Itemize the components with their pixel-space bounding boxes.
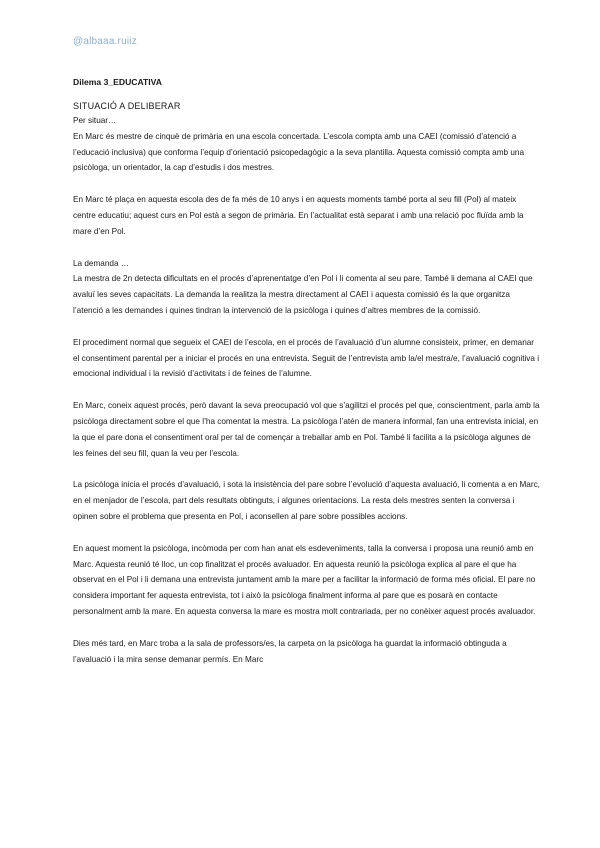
paragraph-1: En Marc és mestre de cinquè de primària en una escola concertada. L’escola compta amb una CAEI (comissió d’atenció a l’educació inclusiva) que conforma l’equip d’orientació psicopedagògic a la seva plantilla. Aquesta comissió compta amb una psicòloga, un orientador, la cap d’estudis i dos mestres. (73, 131, 525, 173)
section-heading: SITUACIÓ A DELIBERAR (73, 101, 181, 111)
paragraph-7: En aquest moment la psicòloga, incòmoda per com han anat els esdeveniments, talla la conversa i proposa una reunió amb en Marc. Aquesta reunió té lloc, un cop finalitzat el procés avaluador. En aquesta reunió la psicòloga explica al pare el que ha observat en el Pol i li demana una entrevista juntament amb la mare per a facilitar la informació de forma més oficial. El pare no considera important fer aquesta entrevista, tot i això la psicòloga finalment informa al pare que es posarà en contacte personalment amb la mare. En aquesta conversa la mare es mostra molt contrariada, per no conèixer aquest procés avaluador. (73, 543, 536, 616)
intro-label: Per situar… (73, 116, 117, 125)
paragraph-3: La mestra de 2n detecta dificultats en el procés d’aprenentatge d’en Pol i li comenta al seu pare. També li demana al CAEI que avaluï les seves capacitats. La demanda la realitza la mestra directament al CAEI i aquesta comissió és la que organitza l’atenció a les demandes i quines tindran la intervenció de la psicòloga i quines d’altres membres de la comissió. (73, 274, 533, 315)
document-title: Dilema 3_EDUCATIVA (73, 77, 162, 87)
paragraph-5: En Marc, coneix aquest procés, però davant la seva preocupació vol que s’agilitzi el procés pel que, conscientment, parla amb la psicòloga directament sobre el que l’ha comentat la mestra. La psicòloga l’atén de manera informal, fan una entrevista inicial, en la que el pare dona el consentiment oral per tal de començar a treballar amb en Pol. També li facilita a la psicòloga algunes de les feines del seu fill, quan la veu per l’escola. (73, 401, 540, 458)
paragraph-8: Dies més tard, en Marc troba a la sala de professors/es, la carpeta on la psicòloga ha guardat la informació obtinguda a l’avaluació i la mira sense demanar permís. En Marc (73, 638, 507, 664)
author-handle: @albaaa.ruiiz (73, 36, 137, 47)
demand-label: La demanda … (73, 258, 129, 268)
paragraph-6: La psicòloga inicia el procés d’avaluació, i sota la insistència del pare sobre l’evolució d’aquesta avaluació, li comenta a en Marc, en el menjador de l’escola, part dels resultats obtinguts, i algunes orientacions. La resta dels mestres senten la conversa i opinen sobre el problema que presenta en Pol, i aconsellen al pare sobre possibles accions. (73, 480, 540, 521)
paragraph-4: El procediment normal que segueix el CAEI de l’escola, en el procés de l’avaluació d’un alumne consisteix, primer, en demanar el consentiment parental per a iniciar el procés en una entrevista. Seguit de l’entrevista amb la/el mestra/e, l’avaluació cognitiva i emocional individual i la revisió d’activitats i de feines de l’alumne. (73, 337, 540, 379)
paragraph-2: En Marc té plaça en aquesta escola des de fa més de 10 anys i en aquests moments també porta al seu fill (Pol) al mateix centre educatiu; aquest curs en Pol està a segon de primària. En l’actualitat està separat i amb una relació poc fluïda amb la mare d’en Pol. (73, 195, 524, 236)
